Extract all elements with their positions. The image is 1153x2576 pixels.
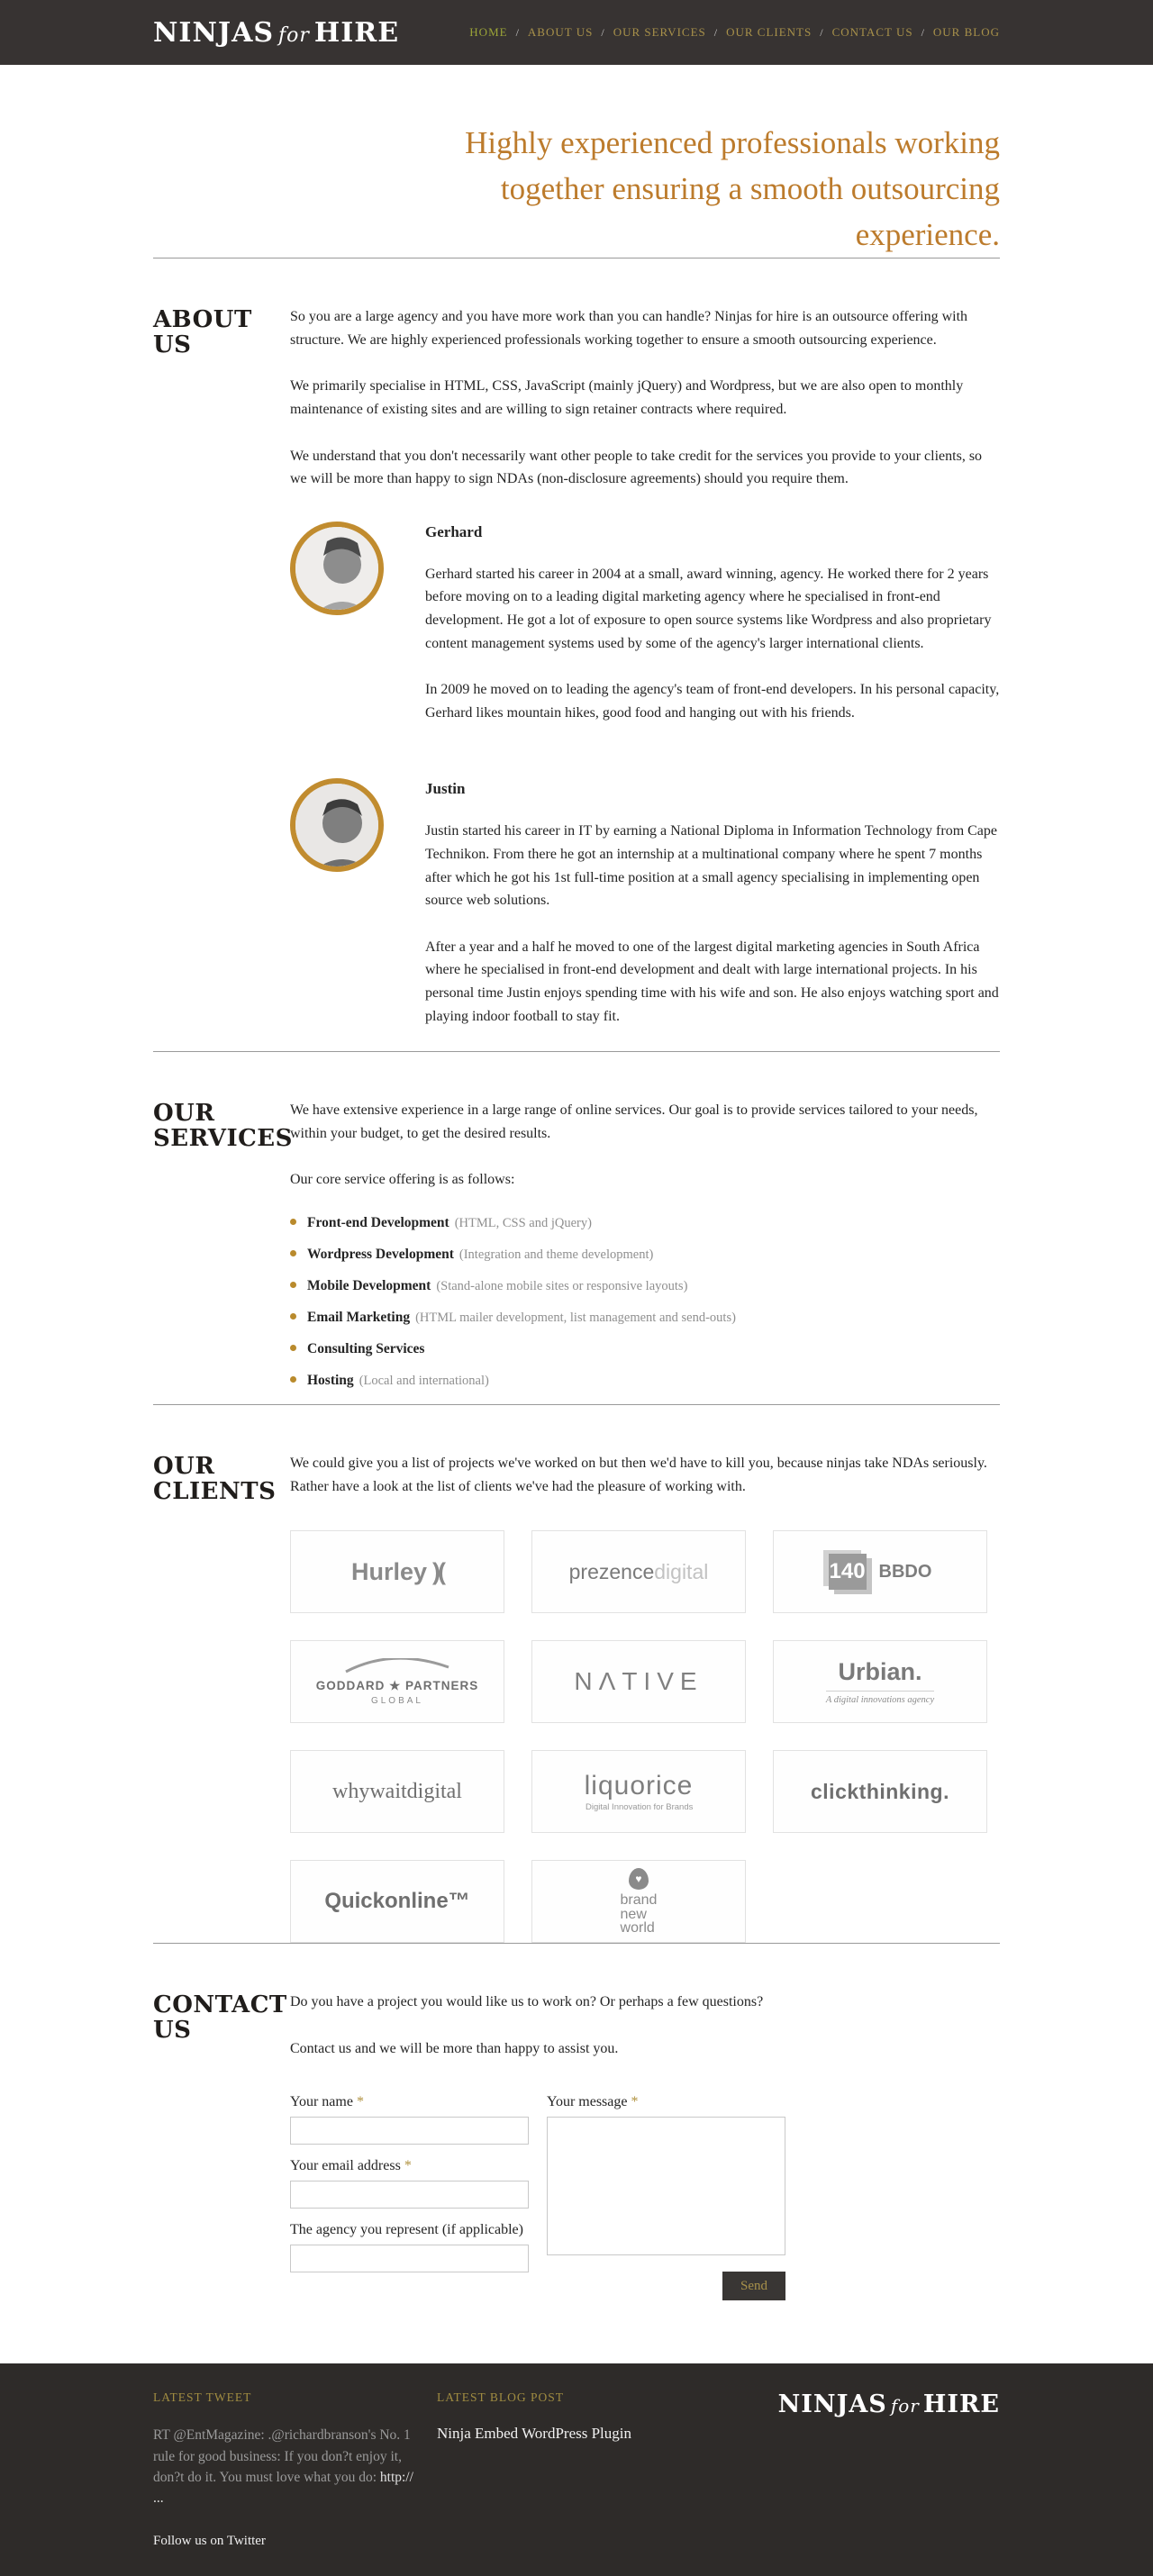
client-logo-text: Urbian. — [838, 1658, 922, 1686]
client-logo-text: new — [620, 1906, 647, 1922]
about-paragraph: We understand that you don't necessarily want other people to take credit for the services you provide to your clients, so we will be more than happy to sign NDAs (non-disclosure agreements) should you require them. — [290, 448, 983, 487]
bullet-icon — [290, 1345, 296, 1351]
nav-link-our-clients[interactable]: OUR CLIENTS — [726, 25, 813, 39]
bullet-icon — [290, 1376, 296, 1383]
hero-heading-line: together ensuring a smooth outsourcing — [500, 170, 1000, 206]
logo-part-hire: HIRE — [922, 2390, 1000, 2419]
brand-new-world-heart-icon: ♥ — [629, 1868, 649, 1890]
service-name: Mobile Development — [307, 1277, 431, 1293]
client-card-140-bbdo — [773, 1530, 987, 1613]
latest-tweet-text: RT @EntMagazine: .@richardbranson's No. 1 rule for good business: If you don?t enjoy it, don?t do it. You must love what you do: http:// ... — [153, 2427, 413, 2507]
logo-part-ninjas: NINJAS — [777, 2390, 887, 2419]
team-profile-justin — [290, 778, 1000, 1051]
site-footer — [0, 2363, 1153, 2576]
name-input[interactable] — [290, 2117, 529, 2145]
nav-link-our-services[interactable]: OUR SERVICES — [613, 25, 706, 39]
services-intro: We have extensive experience in a large range of online services. Our goal is to provide services tailored to your needs, within your budget, to get the desired results. — [290, 1102, 978, 1141]
client-card-goddard-partners — [290, 1640, 504, 1723]
footer-logo — [721, 2390, 1000, 2418]
avatar-gerhard — [290, 522, 384, 615]
service-item — [290, 1341, 1000, 1357]
service-name: Consulting Services — [307, 1340, 425, 1356]
hero-heading-line: experience. — [855, 216, 1000, 252]
required-asterisk: * — [356, 2094, 364, 2110]
avatar-photo-placeholder — [295, 527, 384, 615]
goddard-swoosh-icon — [339, 1658, 456, 1674]
client-logo-subtext: GLOBAL — [370, 1695, 423, 1706]
avatar-photo-placeholder — [295, 784, 384, 872]
client-logo-subtext: Digital Innovation for Brands — [586, 1802, 694, 1813]
team-member-paragraph: Gerhard started his career in 2004 at a small, award winning, agency. He worked there for 2 years before moving on to a leading digital marketing agency where he specialised in front-end development. He got a lot of exposure to open source systems like Wordpress and also proprietary content management systems used by some of the agency's larger international clients. — [425, 566, 992, 651]
client-logo-text: 140 — [829, 1559, 866, 1584]
client-logo-text: digital — [654, 1559, 709, 1583]
team-member-name: Gerhard — [425, 522, 483, 540]
follow-twitter-link[interactable]: Follow us on Twitter — [153, 2534, 266, 2549]
logo-part-for: for — [890, 2395, 920, 2417]
client-logo-text: whywaitdigital — [332, 1779, 462, 1803]
send-button[interactable]: Send — [722, 2272, 785, 2300]
service-item — [290, 1373, 1000, 1389]
required-asterisk: * — [631, 2094, 639, 2110]
client-logo-text: GODDARD ★ PARTNERS — [315, 1678, 479, 1692]
divider — [153, 1051, 1000, 1052]
service-detail: (Stand-alone mobile sites or responsive layouts) — [436, 1278, 688, 1293]
service-detail: (Local and international) — [359, 1373, 489, 1388]
latest-tweet-title: LATEST TWEET — [153, 2390, 252, 2405]
site-header — [0, 0, 1153, 65]
service-item — [290, 1247, 1000, 1263]
hurley-mark-icon: )( — [432, 1557, 444, 1585]
bullet-icon — [290, 1250, 296, 1256]
tweet-link[interactable]: http:// ... — [153, 2469, 413, 2507]
client-card-whywaitdigital — [290, 1750, 504, 1833]
client-logo-text: brand — [620, 1892, 658, 1909]
client-logo-text: Quickonline™ — [324, 1889, 470, 1914]
client-logo-text: Hurley — [350, 1557, 428, 1585]
logo-part-ninjas: NINJAS — [153, 16, 275, 49]
required-asterisk: * — [404, 2158, 412, 2174]
message-label: Your message * — [547, 2094, 639, 2110]
contact-form — [290, 2094, 1000, 2300]
nav-separator: / — [921, 25, 925, 39]
services-list — [290, 1215, 1000, 1389]
service-detail: (HTML, CSS and jQuery) — [454, 1215, 592, 1230]
about-title: ABOUT US — [153, 306, 252, 359]
logo-part-hire: HIRE — [313, 16, 400, 49]
service-name: Hosting — [307, 1372, 354, 1388]
service-item — [290, 1215, 1000, 1231]
logo-part-for: for — [278, 23, 310, 47]
team-member-paragraph: In 2009 he moved on to leading the agency's team of front-end developers. In his personal capacity, Gerhard likes mountain hikes, good food and hanging out with his friends. — [425, 682, 1000, 721]
blog-post-link[interactable]: Ninja Embed WordPress Plugin — [437, 2425, 632, 2443]
services-subtitle: Our core service offering is as follows: — [290, 1172, 515, 1188]
client-card-quickonline — [290, 1860, 504, 1943]
service-item — [290, 1278, 1000, 1294]
client-card-urbian — [773, 1640, 987, 1723]
client-logo-text: prezence — [568, 1559, 655, 1583]
bullet-icon — [290, 1313, 296, 1320]
name-label: Your name * — [290, 2094, 364, 2110]
about-paragraph: We primarily specialise in HTML, CSS, JavaScript (mainly jQuery) and Wordpress, but we are also open to monthly maintenance of existing sites and are willing to sign retainer contracts where required. — [290, 378, 964, 418]
service-name: Email Marketing — [307, 1309, 411, 1325]
about-section — [153, 305, 1000, 1051]
client-card-liquorice — [531, 1750, 746, 1833]
services-title: OUR SERVICES — [153, 1100, 293, 1153]
bbdo-block-icon — [829, 1554, 867, 1590]
client-logo-subtext: A digital innovations agency — [826, 1691, 934, 1705]
services-section — [153, 1099, 1000, 1404]
client-logo-text: NΛTIVE — [574, 1667, 704, 1696]
nav-link-home[interactable]: HOME — [469, 25, 508, 39]
client-logo-text: clickthinking. — [811, 1779, 949, 1803]
team-profile-gerhard — [290, 522, 1000, 748]
contact-title: CONTACT US — [153, 1991, 287, 2045]
service-item — [290, 1310, 1000, 1326]
nav-separator: / — [601, 25, 605, 39]
client-logo-text: BBDO — [878, 1561, 932, 1582]
client-card-native — [531, 1640, 746, 1723]
nav-link-our-blog[interactable]: OUR BLOG — [932, 25, 1000, 39]
nav-link-contact-us[interactable]: CONTACT US — [831, 25, 913, 39]
contact-paragraph: Do you have a project you would like us to work on? Or perhaps a few questions? — [290, 1994, 764, 2010]
nav-link-about-us[interactable]: ABOUT US — [527, 25, 594, 39]
team-member-paragraph: Justin started his career in IT by earning a National Diploma in Information Technology from Cape Technikon. From there he got an internship at a multinational company where he spent 7 months after which he got his 1st full-time position at a small agency specialising in implementing open source web solutions. — [425, 823, 998, 909]
divider — [153, 1404, 1000, 1405]
email-input[interactable] — [290, 2181, 529, 2209]
client-card-prezence-digital — [531, 1530, 746, 1613]
site-logo — [153, 17, 399, 49]
contact-paragraph: Contact us and we will be more than happy to assist you. — [290, 2040, 619, 2056]
client-logo-text: liquorice — [584, 1771, 694, 1801]
bullet-icon — [290, 1219, 296, 1225]
nav-separator: / — [820, 25, 824, 39]
client-logo-grid — [290, 1530, 1000, 1943]
nav-separator: / — [713, 25, 719, 39]
contact-section — [153, 1991, 1000, 2300]
hero-heading — [153, 121, 1000, 258]
team-member-paragraph: After a year and a half he moved to one of the largest digital marketing agencies in South Africa where he specialised in front-end development and dealt with large international projects. In his personal time Justin enjoys spending time with his wife and son. He also enjoys watching sport and playing indoor football to stay fit. — [425, 939, 999, 1024]
service-detail: (HTML mailer development, list management and send-outs) — [415, 1310, 736, 1325]
client-logo-text: world — [620, 1919, 655, 1936]
agency-input[interactable] — [290, 2245, 529, 2272]
avatar-justin — [290, 778, 384, 872]
team-member-name: Justin — [425, 780, 466, 798]
nav-separator: / — [515, 25, 520, 39]
clients-title: OUR CLIENTS — [153, 1452, 277, 1505]
main-nav — [469, 25, 1000, 40]
divider — [153, 1943, 1000, 1944]
hero-heading-line: Highly experienced professionals working — [465, 125, 1000, 160]
hero-section — [153, 65, 1000, 258]
service-name: Front-end Development — [307, 1214, 449, 1230]
divider — [153, 258, 1000, 259]
clients-section — [153, 1452, 1000, 1943]
message-textarea[interactable] — [547, 2117, 785, 2255]
clients-intro: We could give you a list of projects we've worked on but then we'd have to kill you, because ninjas take NDAs seriously. Rather have a look at the list of clients we've had the pleasure of working with. — [290, 1455, 987, 1494]
service-name: Wordpress Development — [307, 1246, 454, 1262]
bullet-icon — [290, 1282, 296, 1288]
agency-label: The agency you represent (if applicable) — [290, 2222, 523, 2238]
client-card-hurley — [290, 1530, 504, 1613]
about-paragraph: So you are a large agency and you have more work than you can handle? Ninjas for hire is an outsource offering with structure. We are highly experienced professionals working together to ensure a smooth outsourcing experience. — [290, 309, 968, 348]
service-detail: (Integration and theme development) — [458, 1247, 654, 1262]
client-card-clickthinking — [773, 1750, 987, 1833]
email-label: Your email address * — [290, 2158, 412, 2174]
latest-blog-post-title: LATEST BLOG POST — [437, 2390, 565, 2405]
client-card-brand-new-world — [531, 1860, 746, 1943]
